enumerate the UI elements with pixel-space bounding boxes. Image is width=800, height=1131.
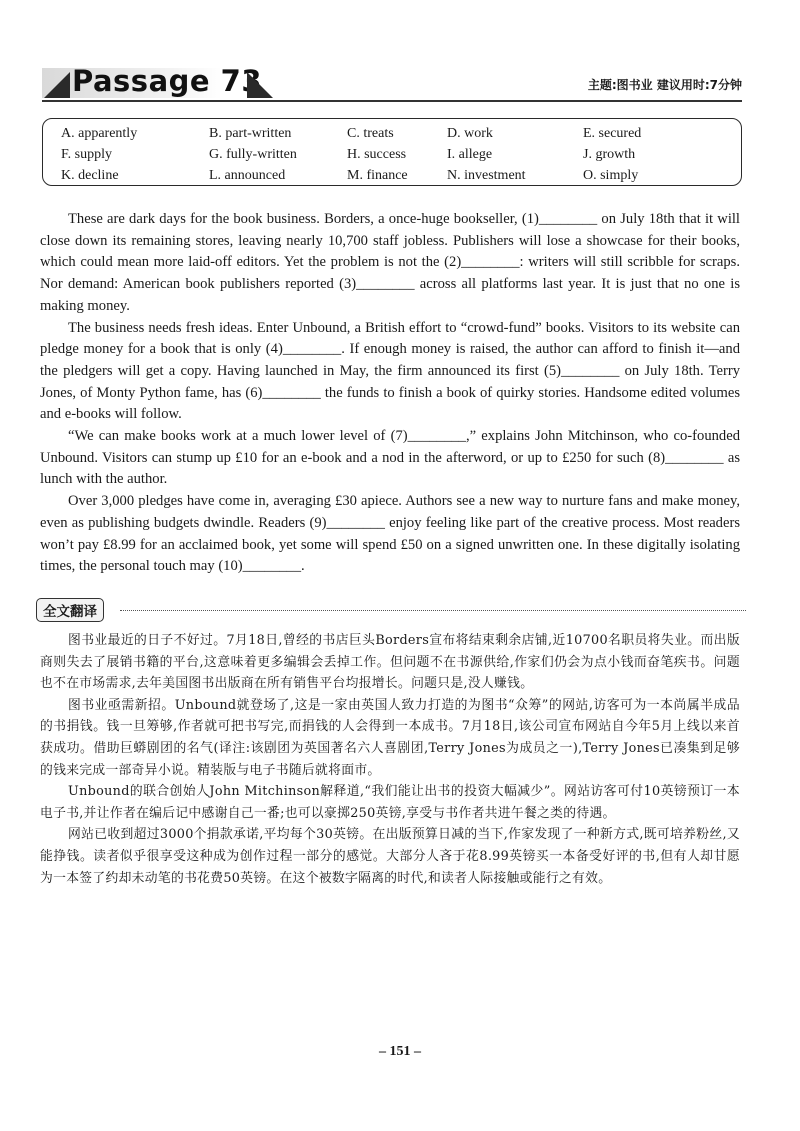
passage-paragraph: These are dark days for the book business. Borders, a once-huge bookseller, (1)________ on July 18th that it will close down its remaining stores, leaving nearly 10,700 staff jobless. Publishers will lose a showcase for their books, which could mean more laid-off editors. Yet the problem is not the (2)________: writers will still scribble for scraps. Nor demand: American book publishers reported (3)________ across all platforms last year. It is just that no one is making money.: [40, 211, 740, 314]
word-option: D. work: [447, 125, 493, 141]
word-option: M. finance: [347, 167, 408, 183]
word-option: K. decline: [61, 167, 119, 183]
passage-header: [42, 62, 742, 102]
translation-paragraph: Unbound的联合创始人John Mitchinson解释道,“我们能让出书的投资大幅减少”。网站访客可付10英镑预订一本电子书,并让作者在编后记中感谢自己一番;也可以豪掷250英镑,享受与书作者共进午餐之类的待遇。: [40, 784, 740, 821]
passage-title: Passage 73: [72, 64, 263, 98]
word-option: B. part-written: [209, 125, 292, 141]
translation-label: 全文翻译: [36, 598, 104, 622]
translation-paragraph: 网站已收到超过3000个捐款承诺,平均每个30英镑。在出版预算日减的当下,作家发现了一种新方式,既可培养粉丝,又能挣钱。读者似乎很享受这种成为创作过程一部分的感觉。大部分人吝于花8.99英镑买一本备受好评的书,但有人却甘愿为一本签了约却未动笔的书花费50英镑。在这个被数字隔离的时代,和读者人际接触或能行之有效。: [40, 827, 740, 886]
page-number: – 151 –: [379, 1044, 421, 1059]
word-bank-row: [61, 144, 741, 165]
passage-paragraph: “We can make books work at a much lower level of (7)________,” explains John Mitchinson, who co-founded Unbound. Visitors can stump up £10 for an e-book and a nod in the afterword, or up to £250 for such (8)________ as lunch with the author.: [40, 428, 740, 488]
word-bank-row: [61, 123, 741, 144]
word-option: G. fully-written: [209, 146, 297, 162]
passage-paragraph: Over 3,000 pledges have come in, averaging £30 apiece. Authors see a new way to nurture fans and make money, even as publishing budgets dwindle. Readers (9)________ enjoy feeling like part of the creative process. Most readers won’t pay £8.99 for an acclaimed book, yet some will spend £50 on a signed unwritten one. In these digitally isolating times, the personal touch may (10)________.: [40, 493, 740, 575]
passage-body: [40, 209, 740, 578]
header-divider: [42, 100, 742, 102]
word-option: C. treats: [347, 125, 394, 141]
word-option: L. announced: [209, 167, 286, 183]
right-triangle-icon: [247, 72, 273, 98]
translation-paragraph: 图书业最近的日子不好过。7月18日,曾经的书店巨头Borders宣布将结束剩余店铺,近10700名职员将失业。而出版商则失去了展销书籍的平台,这意味着更多编辑会丢掉工作。但问题不在书源供给,作家们仍会为点小钱而奋笔疾书。问题也不在市场需求,去年美国图书出版商在所有销售平台均报增长。问题只是,没人赚钱。: [40, 633, 740, 692]
word-option: O. simply: [583, 167, 639, 183]
dotted-divider: [120, 610, 746, 611]
word-bank: [42, 118, 742, 186]
word-option: H. success: [347, 146, 407, 162]
word-bank-row: [61, 165, 741, 186]
translation-header: [36, 598, 746, 622]
word-option: E. secured: [583, 125, 642, 141]
word-option: N. investment: [447, 167, 526, 183]
left-triangle-icon: [44, 72, 70, 98]
word-option: I. allege: [447, 146, 493, 162]
passage-paragraph: The business needs fresh ideas. Enter Unbound, a British effort to “crowd-fund” books. Visitors to its website can pledge money for a book that is only (4)________. If enough money is raised, the author can afford to finish it—and the pledgers will get a copy. Having launched in May, the firm announced its first (5)________ on July 18th. Terry Jones, of Monty Python fame, has (6)________ the funds to finish a book of quirky stories. Handsome edited volumes and e-books will follow.: [40, 319, 740, 423]
translation-paragraph: 图书业亟需新招。Unbound就登场了,这是一家由英国人致力打造的为图书“众筹”的网站,访客可为一本尚属半成品的书捐钱。钱一旦筹够,作者就可把书写完,而捐钱的人会得到一本成书。7月18日,该公司宣布网站自今年5月上线以来首获成功。借助巨蟒剧团的名气(译注:该剧团为英国著名六人喜剧团,Terry Jones为成员之一),Terry Jones已凑集到足够的钱来完成一部奇异小说。精装版与电子书随后就将面市。: [40, 697, 740, 778]
word-option: F. supply: [61, 146, 113, 162]
topic-and-time: 主题:图书业 建议用时:7分钟: [587, 78, 742, 92]
word-option: J. growth: [583, 146, 636, 162]
word-option: A. apparently: [61, 125, 138, 141]
translation-body: [40, 630, 740, 889]
